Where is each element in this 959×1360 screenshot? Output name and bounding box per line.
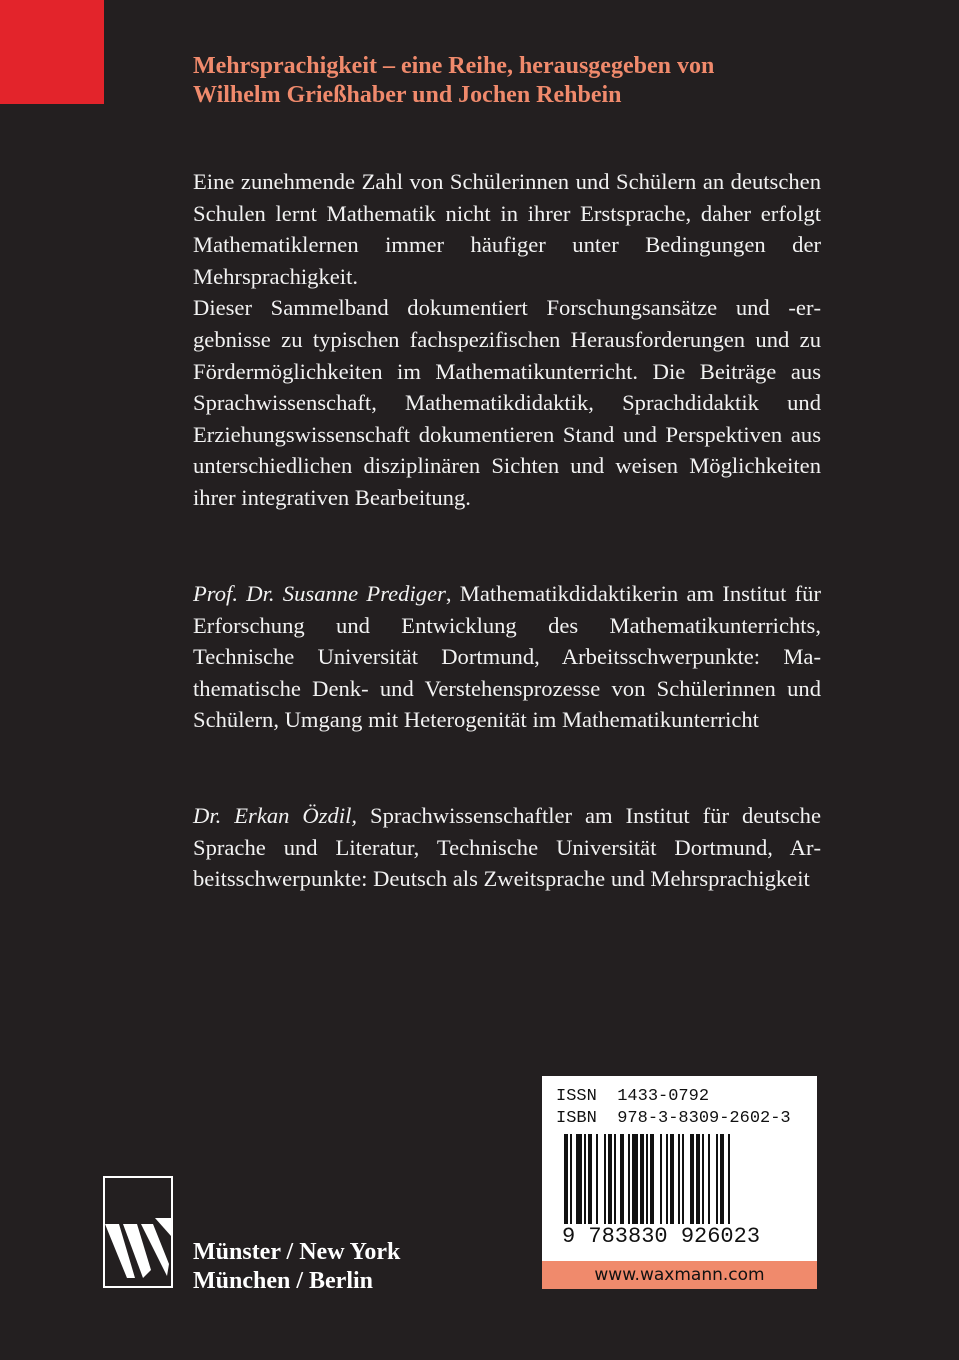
author-name: Dr. Erkan Özdil,	[193, 803, 358, 828]
barcode-stripe	[660, 1134, 662, 1224]
barcode-digits: 9 783830 926023	[562, 1224, 761, 1249]
barcode-bars	[564, 1134, 804, 1224]
issn-number: ISSN 1433-0792	[556, 1087, 710, 1106]
cities-line-1: Münster / New York	[193, 1239, 401, 1265]
barcode-stripe	[576, 1134, 582, 1224]
series-line-1: Mehrsprachigkeit – eine Reihe, herausgegeben von	[193, 53, 715, 79]
barcode-stripe	[570, 1134, 572, 1224]
barcode-stripe	[632, 1134, 638, 1224]
barcode-stripe	[670, 1134, 674, 1224]
barcode-stripe	[608, 1134, 612, 1224]
description-paragraph-2: Dieser Sammelband dokumentiert Forschungsansätze und -ergebnisse zu typischen fachspezifischen Herausforderungen und zu Fördermöglichkeiten im Mathematikunterricht. Die Beiträge aus Sprachwissenschaft, Mathematikdidaktik, Sprachdidaktik und Erziehungswissenschaft dokumentieren Stand und Perspektiven aus unterschiedlichen disziplinären Sichten und weisen Möglichkeiten ihrer integrativen Bearbeitung.	[193, 295, 821, 510]
bio-text: Sprachwissenschaftler am Institut für deutsche Sprache und Literatur, Technische Universität Dortmund, Arbeitsschwerpunkte: Deutsch als Zweitsprache und Mehrsprachigkeit	[193, 803, 821, 892]
author-bio-prediger	[193, 578, 821, 736]
barcode-stripe	[646, 1134, 648, 1224]
publisher-logo	[103, 1176, 173, 1288]
barcode-stripe	[728, 1134, 730, 1224]
barcode-panel	[542, 1076, 817, 1289]
barcode-stripe	[702, 1134, 704, 1224]
bio-text: , Mathematikdidaktikerin am Institut für Erforschung und Entwicklung des Mathematikunterrichts, Technische Universität Dortmund, Arbeitsschwerpunkte: Mathematische Denk- und Verstehensprozesse von Schülerinnen und Schülern, Umgang mit Heterogenität im Mathematikunterricht	[193, 581, 821, 733]
barcode-stripe	[696, 1134, 700, 1224]
cities-line-2: München / Berlin	[193, 1268, 374, 1294]
barcode-stripe	[720, 1134, 724, 1224]
barcode-stripe	[596, 1134, 598, 1224]
barcode-stripe	[690, 1134, 694, 1224]
bio-paragraph	[193, 800, 821, 895]
barcode-stripe	[640, 1134, 644, 1224]
barcode-stripe	[620, 1134, 624, 1224]
barcode-stripe	[604, 1134, 606, 1224]
publisher-cities	[193, 1238, 400, 1296]
author-name: Prof. Dr. Susanne Prediger	[193, 581, 446, 606]
barcode-stripe	[584, 1134, 586, 1224]
description-paragraph-1: Eine zunehmende Zahl von Schülerinnen und Schülern an deutschen Schulen lernt Mathematik nicht in ihrer Erstsprache, daher erfolgt Mathematiklernen immer häufiger unter Bedingungen der Mehrsprachigkeit.	[193, 169, 821, 289]
barcode-stripe	[564, 1134, 568, 1224]
barcode-stripe	[588, 1134, 592, 1224]
barcode-stripe	[708, 1134, 710, 1224]
identifier-codes	[556, 1086, 791, 1130]
isbn-number: ISBN 978-3-8309-2602-3	[556, 1109, 791, 1128]
barcode-stripe	[682, 1134, 684, 1224]
barcode-stripe	[678, 1134, 680, 1224]
bio-paragraph	[193, 578, 821, 736]
series-line-2: Wilhelm Grießhaber und Jochen Rehbein	[193, 82, 622, 108]
author-bio-oezdil	[193, 800, 821, 895]
barcode-stripe	[666, 1134, 668, 1224]
waxmann-w-icon	[105, 1178, 171, 1286]
corner-red-block	[0, 0, 104, 104]
barcode-stripe	[614, 1134, 616, 1224]
series-heading	[193, 52, 833, 110]
publisher-url: www.waxmann.com	[542, 1261, 817, 1289]
barcode-stripe	[628, 1134, 630, 1224]
barcode-stripe	[650, 1134, 654, 1224]
barcode-stripe	[716, 1134, 718, 1224]
book-description	[193, 166, 821, 514]
